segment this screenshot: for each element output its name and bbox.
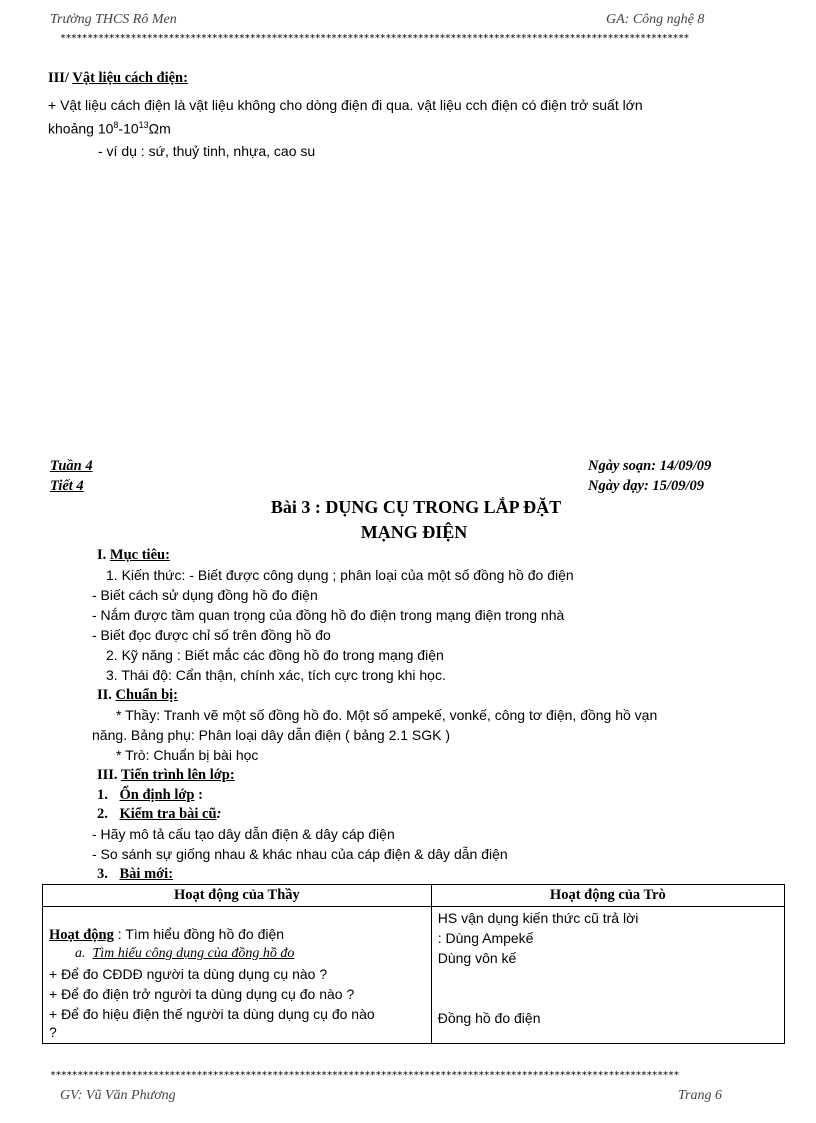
- section3-line2: [48, 120, 171, 137]
- objectives-line4: - Biết đọc được chỉ số trên đồng hồ đo: [92, 627, 331, 643]
- prep-heading: [97, 687, 178, 704]
- process-step2-text: Kiểm tra bài cũ: [119, 806, 217, 822]
- prep-heading-text: Chuẩn bị:: [115, 687, 179, 703]
- prep-line2: năng. Bảng phụ: Phân loại dây dẫn điện ( bảng 2.1 SGK ): [92, 727, 451, 743]
- objectives-heading-num: I.: [97, 547, 107, 563]
- process-step1-num: 1.: [97, 787, 108, 803]
- student-spacer-2: [438, 988, 778, 1008]
- teacher-question2: + Để đo điện trở người ta dùng dụng cụ đo nào ?: [49, 986, 355, 1002]
- teacher-question3-cont: ?: [49, 1024, 57, 1040]
- teacher-question3: + Để đo hiệu điện thế người ta dùng dụng cụ đo nào: [49, 1006, 375, 1022]
- section3-exp1: 8: [113, 120, 119, 130]
- prep-line1: * Thầy: Tranh vẽ một số đồng hồ đo. Một số ampekế, vonkế, công tơ điện, đồng hồ vạn: [116, 707, 658, 723]
- process-step1-tail: :: [194, 787, 203, 803]
- footer-star-divider: ********************************************************************************************************************: [50, 1070, 679, 1081]
- section3-heading-num: III/: [48, 70, 69, 86]
- lesson-title-line2: MẠNG ĐIỆN: [360, 522, 468, 542]
- footer-teacher: GV: Vũ Văn Phương: [60, 1088, 176, 1103]
- col-header-student: Hoạt động của Trò: [431, 885, 784, 907]
- section3-line2-post: Ωm: [148, 120, 171, 137]
- section3-example: - ví dụ : sứ, thuỷ tinh, nhựa, cao su: [98, 143, 316, 159]
- prep-line3: * Trò: Chuẩn bị bài học: [116, 747, 259, 763]
- section3-heading-text: Vật liệu cách điện:: [72, 70, 188, 86]
- process-heading: [97, 767, 235, 784]
- teacher-activity-cell: [43, 907, 432, 1044]
- header-school: Trường THCS Rô Men: [50, 12, 177, 27]
- process-step3-num: 3.: [97, 866, 108, 882]
- lesson-week: Tuần 4: [50, 458, 93, 474]
- section3-line2-mid: -10: [118, 120, 139, 137]
- process-step1-text: Ổn định lớp: [119, 787, 195, 803]
- objectives-line6: 3. Thái độ: Cẩn thận, chính xác, tích cực trong khi học.: [106, 667, 446, 683]
- objectives-heading-text: Mục tiêu:: [109, 547, 170, 563]
- teacher-sub-title: Tìm hiểu công dụng của đồng hồ đo: [92, 946, 295, 961]
- activity-table-header-row: [43, 885, 785, 907]
- process-step2: [97, 806, 221, 823]
- objectives-line1: 1. Kiến thức: - Biết được công dụng ; phân loại của một số đồng hồ đo điện: [106, 567, 574, 583]
- teacher-spacer: [49, 908, 425, 924]
- teacher-sub-num: a.: [75, 946, 86, 961]
- process-step3-text: Bài mới:: [119, 866, 174, 882]
- process-step1: [97, 787, 203, 804]
- process-question1: - Hãy mô tả cấu tạo dây dẫn điện & dây cáp điện: [92, 826, 395, 842]
- lesson-period: Tiết 4: [50, 478, 84, 494]
- section3-line2-pre: khoảng 10: [48, 120, 114, 137]
- student-spacer: [438, 968, 778, 988]
- header-star-divider: ********************************************************************************************************************: [60, 33, 689, 44]
- process-heading-text: Tiến trình lên lớp:: [120, 767, 235, 783]
- activity-table: [42, 884, 785, 1044]
- teacher-question1: + Để đo CĐDĐ người ta dùng dụng cụ nào ?: [49, 966, 328, 982]
- process-step3: [97, 866, 173, 883]
- lesson-teach-date: Ngày dạy: 15/09/09: [588, 478, 704, 494]
- header-subject: GA: Công nghệ 8: [606, 12, 705, 27]
- student-answer4: Đồng hồ đo điện: [437, 1010, 541, 1026]
- objectives-heading: [97, 547, 170, 564]
- section3-line1: + Vật liệu cách điện là vật liệu không cho dòng điện đi qua. vật liệu cch điện có điện trở suất lớn: [48, 97, 643, 113]
- process-step2-num: 2.: [97, 806, 108, 822]
- process-step2-tail: :: [216, 806, 222, 822]
- objectives-line3: - Nắm được tầm quan trọng của đồng hồ đo điện trong mạng điện trong nhà: [92, 607, 565, 623]
- student-answer3: Dùng vôn kế: [437, 950, 517, 966]
- footer-page-number: Trang 6: [678, 1088, 722, 1103]
- objectives-line2: - Biết cách sử dụng đồng hồ đo điện: [92, 587, 318, 603]
- student-activity-cell: [431, 907, 784, 1044]
- section3-exp2: 13: [138, 120, 149, 130]
- col-header-teacher: Hoạt động của Thầy: [43, 885, 432, 907]
- objectives-line5: 2. Kỹ năng : Biết mắc các đồng hồ đo trong mạng điện: [106, 647, 444, 663]
- teacher-activity-label: Hoạt động: [49, 927, 114, 943]
- lesson-prep-date: Ngày soạn: 14/09/09: [588, 458, 712, 474]
- teacher-subsection: [49, 944, 425, 964]
- teacher-activity-heading: [49, 924, 425, 944]
- process-question2: - So sánh sự giống nhau & khác nhau của cáp điện & dây dẫn điện: [92, 846, 508, 862]
- section3-heading: [48, 70, 188, 87]
- activity-table-row: [43, 907, 785, 1044]
- lesson-title-line1: Bài 3 : DỤNG CỤ TRONG LẮP ĐẶT: [270, 497, 562, 517]
- student-answer1: HS vận dụng kiến thức cũ trả lời: [437, 910, 639, 926]
- prep-heading-num: II.: [97, 687, 112, 703]
- student-answer2: : Dùng Ampekế: [437, 930, 534, 946]
- teacher-activity-text: : Tìm hiểu đồng hồ đo điện: [113, 926, 285, 942]
- process-heading-num: III.: [97, 767, 118, 783]
